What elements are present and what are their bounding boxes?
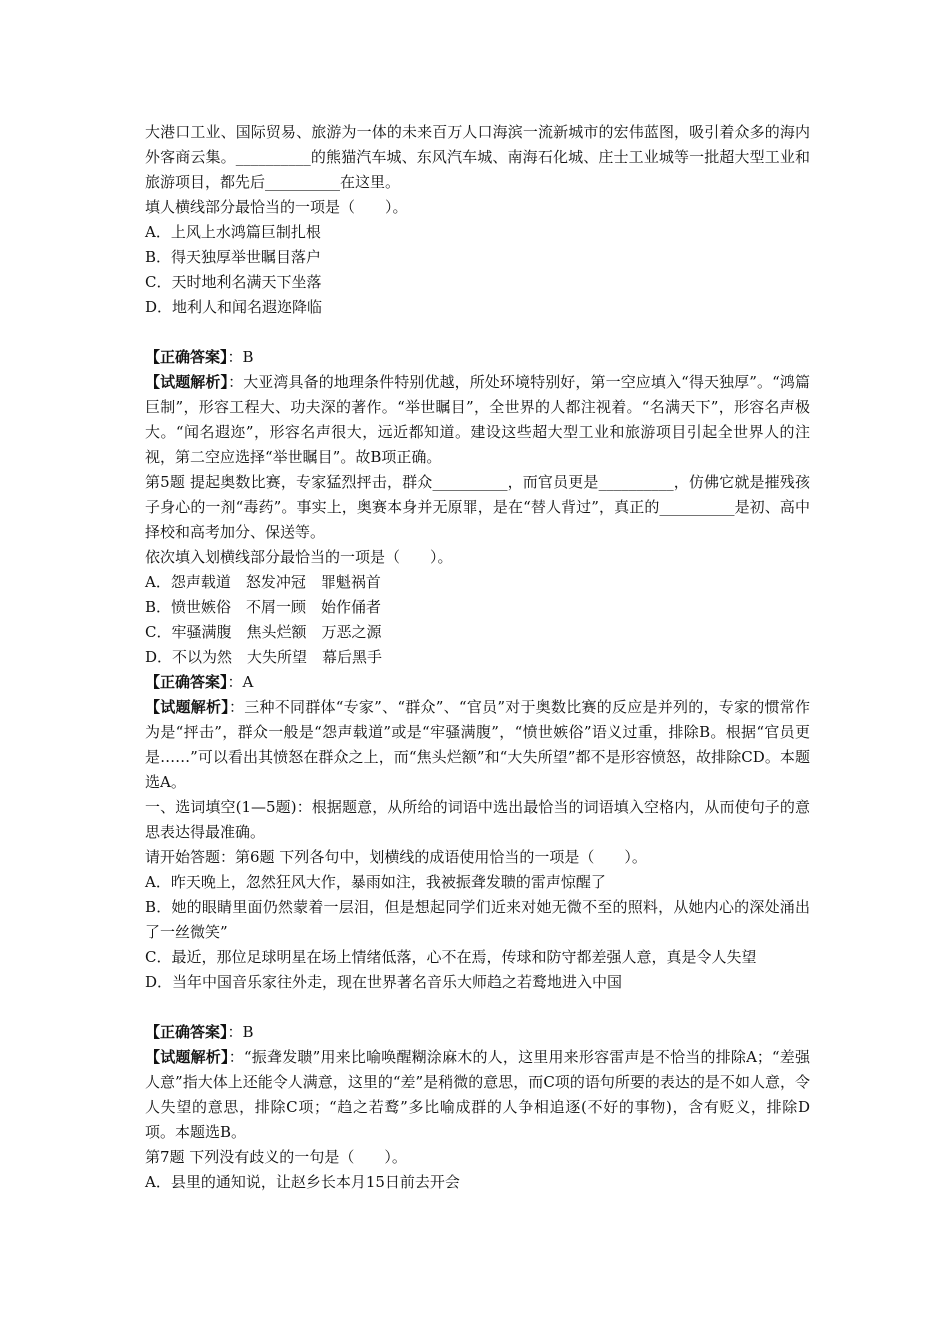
question-passage: 第5题 提起奥数比赛，专家猛烈抨击，群众__________，而官员更是__________，仿佛它就是摧残孩子身心的一剂“毒药”。事实上，奥赛本身并无原罪，是在“替人背过”，真正的__________是初、高中择校和高考加分、保送等。 [145,473,810,541]
answer-label: 【正确答案】 [145,1023,228,1041]
option-d: D．地利人和闻名遐迩降临 [145,298,323,316]
answer-value: ：B [227,348,254,366]
analysis [145,1045,810,1145]
question-stem: 请开始答题：第6题 下列各句中，划横线的成语使用恰当的一项是（ ）。 [145,848,647,866]
option-d: D．不以为然 大失所望 幕后黑手 [145,648,383,666]
analysis [145,370,810,470]
analysis-label: 【试题解析】 [145,373,229,391]
option-c: C．天时地利名满天下坐落 [145,273,322,291]
answer-label: 【正确答案】 [145,348,228,366]
spacer [145,995,810,1020]
section-heading: 一、选词填空(1—5题)：根据题意，从所给的词语中选出最恰当的词语填入空格内，从而使句子的意思表达得最准确。 [145,798,810,841]
option-b: B．愤世嫉俗 不屑一顾 始作俑者 [145,598,382,616]
correct-answer [145,345,810,370]
correct-answer [145,1020,810,1045]
spacer [145,320,810,345]
option-c: C．最近，那位足球明星在场上情绪低落，心不在焉，传球和防守都差强人意，真是令人失望 [145,948,757,966]
answer-value: ：A [227,673,254,691]
question-prompt: 依次填入划横线部分最恰当的一项是（ ）。 [145,548,453,566]
correct-answer [145,670,810,695]
analysis-text: ：“振聋发聩”用来比喻唤醒糊涂麻木的人，这里用来形容雷声是不恰当的排除A；“差强人意”指大体上还能令人满意，这里的“差”是稍微的意思，而C项的语句所要的表达的是不如人意，令人失望的意思，排除C项；“趋之若鹜”多比喻成群的人争相追逐(不好的事物)，含有贬义，排除D项。本题选B。 [145,1048,810,1141]
option-b: B．得天独厚举世瞩目落户 [145,248,322,266]
option-a: A．县里的通知说，让赵乡长本月15日前去开会 [145,1173,460,1191]
option-a: A．上风上水鸿篇巨制扎根 [145,223,321,241]
answer-label: 【正确答案】 [145,673,228,691]
analysis-label: 【试题解析】 [145,698,229,716]
question-prompt: 填人横线部分最恰当的一项是（ ）。 [145,198,408,216]
option-a: A．昨天晚上，忽然狂风大作，暴雨如注，我被振聋发聩的雷声惊醒了 [145,873,606,891]
question-stem: 第7题 下列没有歧义的一句是（ ）。 [145,1148,407,1166]
option-d: D．当年中国音乐家往外走，现在世界著名音乐大师趋之若鹜地进入中国 [145,973,623,991]
option-a: A．怨声载道 怒发冲冠 罪魁祸首 [145,573,381,591]
option-c: C．牢骚满腹 焦头烂额 万恶之源 [145,623,382,641]
analysis [145,695,810,795]
question-passage: 大港口工业、国际贸易、旅游为一体的未来百万人口海滨一流新城市的宏伟蓝图，吸引着众多的海内外客商云集。__________的熊猫汽车城、东风汽车城、南海石化城、庄士工业城等一批超大型工业和旅游项目，都先后__________在这里。 [145,123,810,191]
analysis-text: ：三种不同群体“专家”、“群众”、“官员”对于奥数比赛的反应是并列的，专家的惯常作为是“抨击”，群众一般是“怨声载道”或是“牢骚满腹”，“愤世嫉俗”语义过重，排除B。根据“官员更是……”可以看出其愤怒在群众之上，而“焦头烂额”和“大失所望”都不是形容愤怒，故排除CD。本题选A。 [145,698,810,791]
analysis-label: 【试题解析】 [145,1048,229,1066]
analysis-text: ：大亚湾具备的地理条件特别优越，所处环境特别好，第一空应填入“得天独厚”。“鸿篇巨制”，形容工程大、功夫深的著作。“举世瞩目”，全世界的人都注视着。“名满天下”，形容名声极大。“闻名遐迩”，形容名声很大，远近都知道。建设这些超大型工业和旅游项目引起全世界人的注视，第二空应选择“举世瞩目”。故B项正确。 [145,373,810,466]
option-b: B．她的眼睛里面仍然蒙着一层泪，但是想起同学们近来对她无微不至的照料，从她内心的深处涌出了一丝微笑” [145,898,810,941]
document-page [145,120,810,1195]
answer-value: ：B [227,1023,254,1041]
